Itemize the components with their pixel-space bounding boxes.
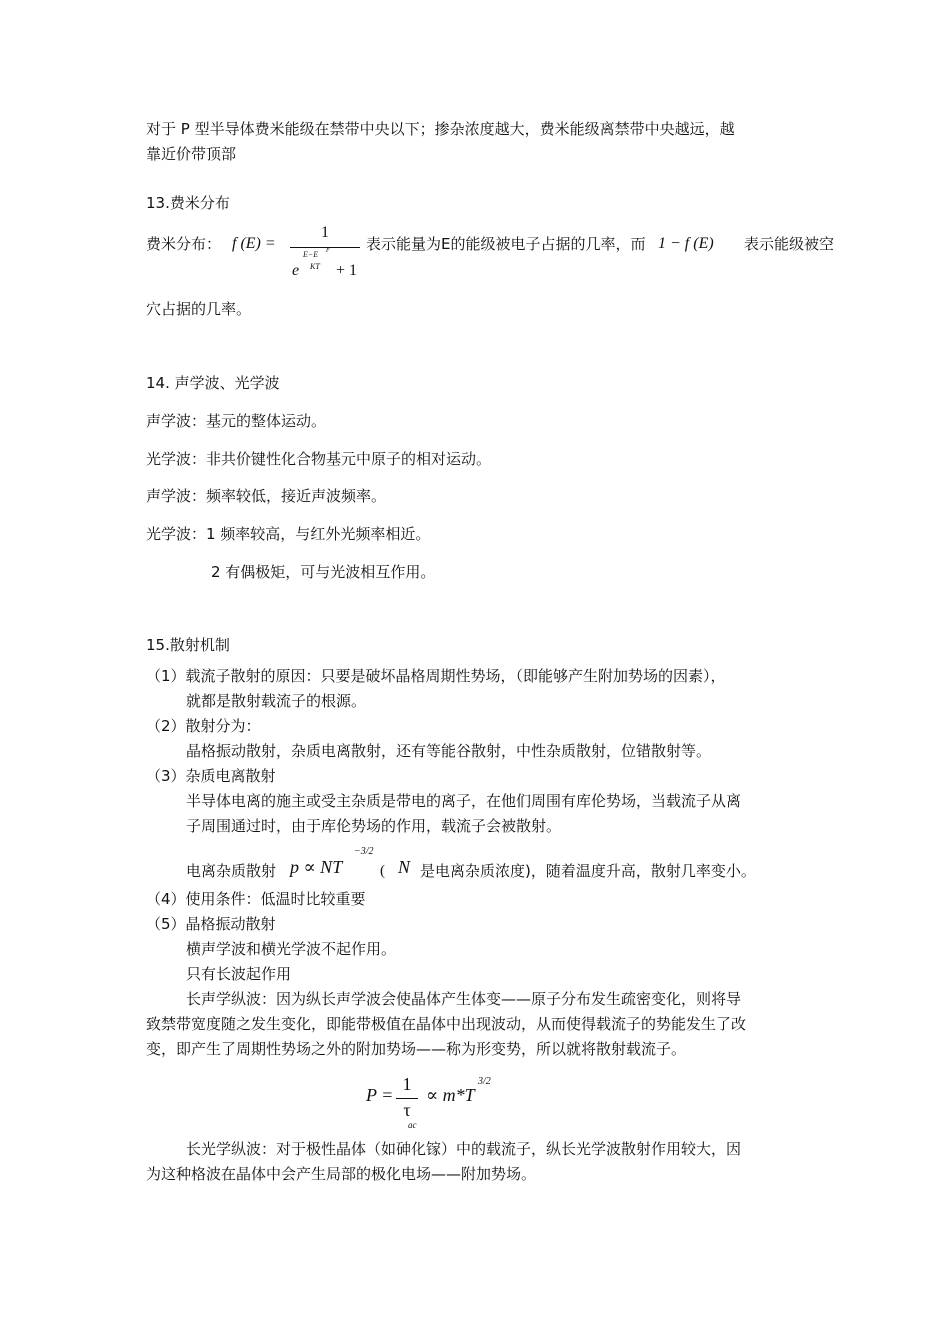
formula-label: 电离杂质散射 — [186, 862, 277, 880]
list-item: （1）载流子散射的原因：只要是破坏晶格周期性势场，（即能够产生附加势场的因素）， — [146, 667, 726, 685]
formula-exponent: −3/2 — [354, 846, 374, 857]
equation-lhs: P = — [366, 1085, 394, 1105]
paragraph-line: 致禁带宽度随之发生变化，即能带极值在晶体中出现波动，从而使得载流子的势能发生了改 — [146, 1015, 747, 1033]
equation-fraction-bar — [396, 1098, 418, 1099]
equation-denominator-sub: ac — [408, 1120, 417, 1130]
section-heading-15: 15.散射机制 — [146, 636, 230, 654]
paragraph-line: 为这种格波在晶体中会产生局部的极化电场——附加势场。 — [146, 1165, 537, 1183]
paragraph-line: 2 有偶极矩，可与光波相互作用。 — [211, 563, 436, 581]
formula-paren: ( — [380, 863, 385, 879]
fermi-text: 表示能量为E的能级被电子占据的几率，而 — [366, 235, 646, 253]
equation-exponent: 3/2 — [478, 1076, 491, 1087]
fermi-denominator-plus: + 1 — [336, 262, 358, 279]
section-heading-14: 14. 声学波、光学波 — [146, 374, 280, 392]
equation-denominator: τ — [403, 1100, 411, 1120]
list-item: （2）散射分为： — [146, 717, 261, 735]
list-item-continuation: 半导体电离的施主或受主杂质是带电的离子，在他们周围有库伦势场，当载流子从离 — [186, 792, 742, 810]
equation-rhs: ∝ m*T — [426, 1085, 475, 1105]
list-item: （3）杂质电离散射 — [146, 767, 276, 785]
section-heading-13: 13.费米分布 — [146, 194, 230, 212]
paragraph-line: 变，即产生了周期性势场之外的附加势场——称为形变势，所以就将散射载流子。 — [146, 1040, 687, 1058]
fermi-exp-denominator: KT — [310, 262, 320, 271]
equation-numerator: 1 — [402, 1074, 412, 1094]
fermi-exp-numerator: E−E — [303, 250, 319, 259]
paragraph-line: 光学波：非共价键性化合物基元中原子的相对运动。 — [146, 450, 492, 468]
list-item-continuation: 子周围通过时，由于库伦势场的作用，载流子会被散射。 — [186, 817, 562, 835]
fermi-label: 费米分布： — [146, 235, 222, 253]
paragraph-line: 声学波：基元的整体运动。 — [146, 412, 327, 430]
fermi-text: 表示能级被空 — [744, 235, 835, 253]
paragraph-line: 声学波：频率较低，接近声波频率。 — [146, 487, 387, 505]
fermi-lhs: f (E) = — [232, 235, 276, 252]
list-item-continuation: 横声学波和横光学波不起作用。 — [186, 940, 397, 958]
ionized-scattering-formula: p ∝ NT — [290, 857, 343, 877]
list-item: （5）晶格振动散射 — [146, 915, 276, 933]
paragraph-line: 对于 P 型半导体费米能级在禁带中央以下；掺杂浓度越大，费米能级离禁带中央越远，越 — [146, 120, 735, 138]
paragraph-line: 穴占据的几率。 — [146, 300, 252, 318]
list-item-continuation: 只有长波起作用 — [186, 965, 292, 983]
formula-description: 是电离杂质浓度)，随着温度升高，散射几率变小。 — [420, 862, 756, 880]
paragraph-line: 靠近价带顶部 — [146, 145, 237, 163]
fermi-expression-2: 1 − f (E) — [658, 235, 714, 252]
paragraph-line: 长声学纵波：因为纵长声学波会使晶体产生体变——原子分布发生疏密变化，则将导 — [186, 990, 742, 1008]
list-item: （4）使用条件：低温时比较重要 — [146, 890, 366, 908]
paragraph-line: 长光学纵波：对于极性晶体（如砷化镓）中的载流子，纵长光学波散射作用较大，因 — [186, 1140, 742, 1158]
list-item-continuation: 就都是散射载流子的根源。 — [186, 692, 367, 710]
fermi-numerator: 1 — [321, 224, 329, 241]
fermi-denominator-base: e — [292, 262, 300, 279]
fermi-exp-sub: F — [326, 248, 330, 254]
list-item-continuation: 晶格振动散射，杂质电离散射，还有等能谷散射，中性杂质散射，位错散射等。 — [186, 742, 712, 760]
formula-variable: N — [398, 857, 411, 877]
paragraph-line: 光学波：1 频率较高，与红外光频率相近。 — [146, 525, 431, 543]
fermi-fraction-bar — [290, 247, 360, 248]
